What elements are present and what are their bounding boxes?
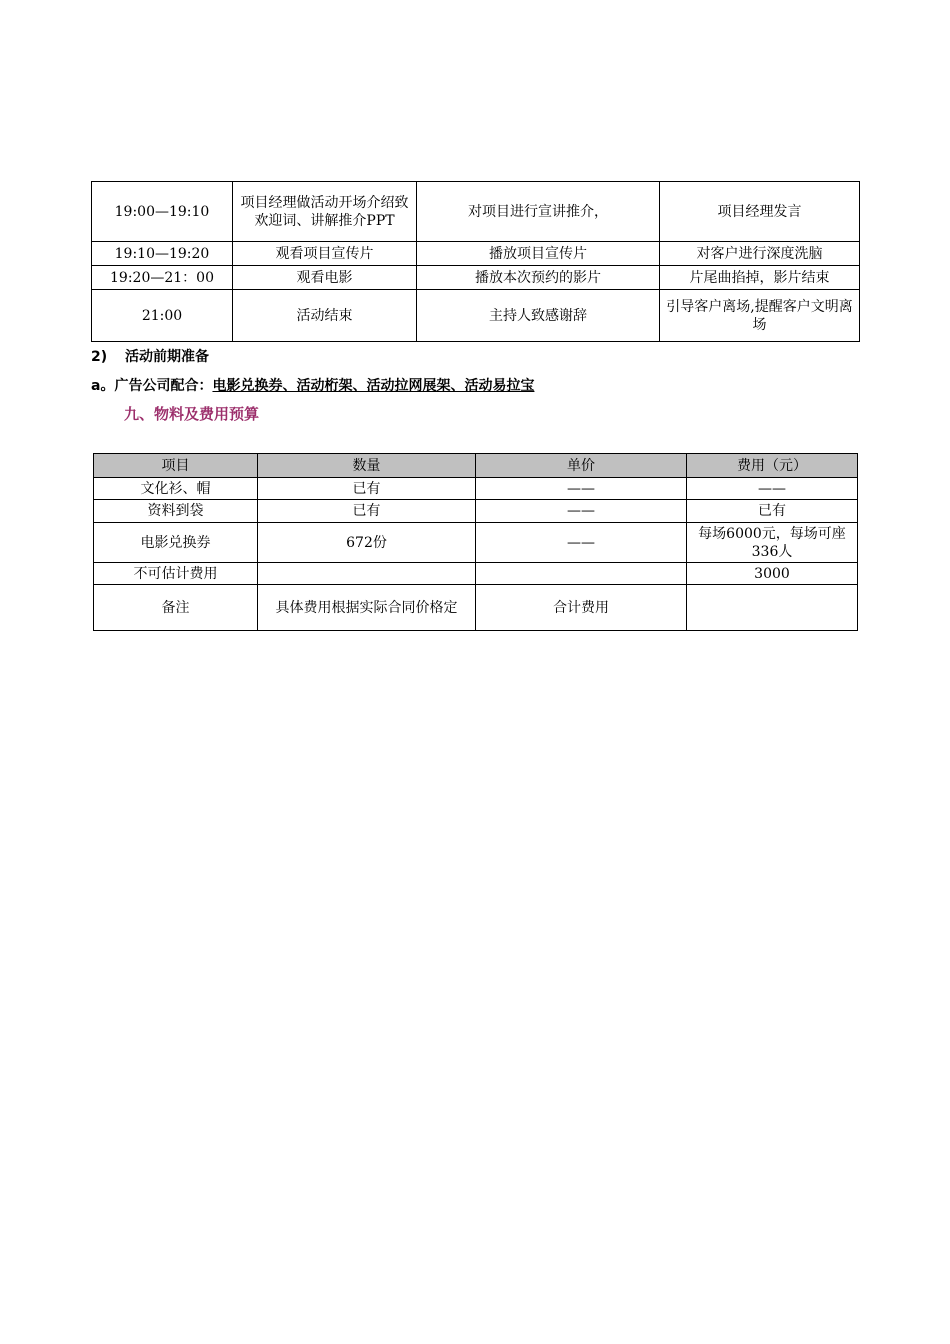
table-cell: 已有	[258, 478, 476, 500]
table-cell: 项目经理发言	[660, 182, 860, 242]
table-row	[92, 290, 860, 342]
table-cell: 活动结束	[233, 290, 417, 342]
table-cell: 观看电影	[233, 266, 417, 290]
table-cell: 19:00—19:10	[92, 182, 233, 242]
section-heading-prep	[91, 346, 209, 366]
table-cell: ——	[476, 500, 687, 523]
table-cell: 资料到袋	[94, 500, 258, 523]
column-header: 数量	[258, 454, 476, 478]
table-row	[94, 523, 858, 563]
column-header: 单价	[476, 454, 687, 478]
table-cell: 672份	[258, 523, 476, 563]
table-cell: 主持人致感谢辞	[417, 290, 660, 342]
table-row	[92, 266, 860, 290]
table-cell: 播放本次预约的影片	[417, 266, 660, 290]
table-cell	[687, 585, 858, 631]
table-cell: 不可估计费用	[94, 563, 258, 585]
table-cell: 片尾曲掐掉，影片结束	[660, 266, 860, 290]
table-cell: 3000	[687, 563, 858, 585]
table-cell: 每场6000元，每场可座336人	[687, 523, 858, 563]
table-row	[94, 585, 858, 631]
table-cell: 已有	[687, 500, 858, 523]
table-cell: 播放项目宣传片	[417, 242, 660, 266]
column-header: 费用（元）	[687, 454, 858, 478]
table-row	[94, 563, 858, 585]
table-cell: 文化衫、帽	[94, 478, 258, 500]
table-cell: 具体费用根据实际合同价格定	[258, 585, 476, 631]
table-cell: 19:20—21：00	[92, 266, 233, 290]
table-cell: 电影兑换券	[94, 523, 258, 563]
ad-line-prefix: a。广告公司配合：	[91, 378, 213, 394]
table-cell: 已有	[258, 500, 476, 523]
section-number: 2)	[91, 349, 108, 365]
table-cell: ——	[687, 478, 858, 500]
table-cell: 合计费用	[476, 585, 687, 631]
table-row	[92, 182, 860, 242]
ad-company-line	[91, 375, 534, 395]
ad-line-items: 电影兑换券、活动桁架、活动拉网展架、活动易拉宝	[212, 378, 535, 394]
table-cell	[258, 563, 476, 585]
table-cell: 项目经理做活动开场介绍致欢迎词、讲解推介PPT	[233, 182, 417, 242]
table-cell: 观看项目宣传片	[233, 242, 417, 266]
table-cell: ——	[476, 523, 687, 563]
section-title: 活动前期准备	[125, 349, 209, 365]
schedule-table	[91, 181, 860, 342]
table-cell: 备注	[94, 585, 258, 631]
table-cell: 19:10—19:20	[92, 242, 233, 266]
table-header-row	[94, 454, 858, 478]
table-cell: 21:00	[92, 290, 233, 342]
table-cell	[476, 563, 687, 585]
table-row	[92, 242, 860, 266]
table-cell: 对客户进行深度洗脑	[660, 242, 860, 266]
table-cell: ——	[476, 478, 687, 500]
table-cell: 对项目进行宣讲推介，	[417, 182, 660, 242]
table-row	[94, 500, 858, 523]
column-header: 项目	[94, 454, 258, 478]
table-row	[94, 478, 858, 500]
budget-heading: 九、物料及费用预算	[124, 405, 260, 423]
budget-table	[93, 453, 858, 631]
table-cell: 引导客户离场,提醒客户文明离场	[660, 290, 860, 342]
